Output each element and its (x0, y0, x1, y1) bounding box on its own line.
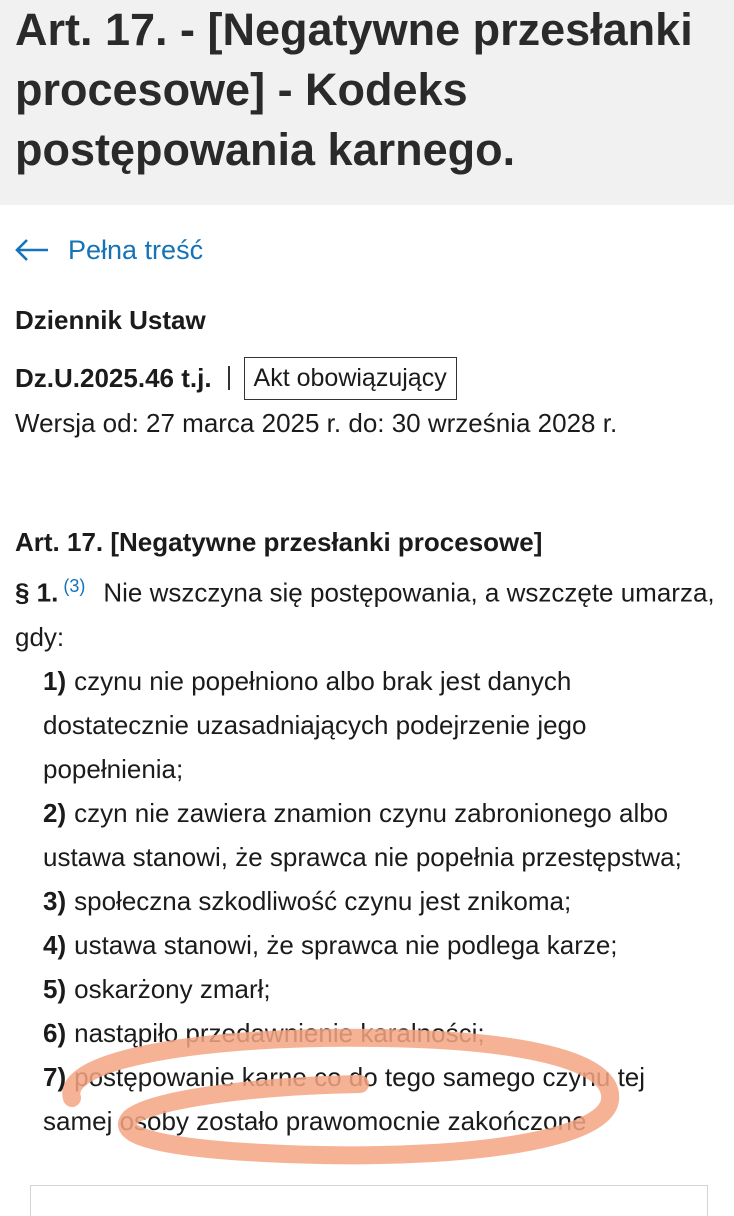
point-number: 1) (43, 665, 67, 696)
journal-name: Dziennik Ustaw (15, 305, 206, 335)
bottom-sheet-edge (30, 1185, 708, 1216)
version-dates: Wersja od: 27 marca 2025 r. do: 30 września 2028 r. (15, 408, 618, 438)
point-number: 5) (43, 973, 67, 1004)
separator (228, 366, 230, 390)
point-text: nastąpiło przedawnienie karalności; (74, 1017, 485, 1048)
point-number: 4) (43, 929, 67, 960)
article-content (15, 520, 720, 1143)
page-title: Art. 17. - [Negatywne przesłanki procesowe] - Kodeks postępowania karnego. (15, 4, 693, 175)
point-text: czynu nie popełniono albo brak jest danych dostatecznie uzasadniających podejrzenie jego popełnienia; (43, 665, 587, 784)
title-band (0, 0, 734, 205)
paragraph-1 (15, 564, 720, 659)
arrow-left-icon (14, 238, 50, 262)
list-item (43, 967, 720, 1011)
list-item (43, 659, 720, 791)
article-heading: Art. 17. [Negatywne przesłanki procesowe] (15, 527, 543, 557)
list-item (43, 1011, 720, 1055)
back-link-label: Pełna treść (68, 234, 204, 265)
list-item (43, 1055, 720, 1143)
points-list (15, 659, 720, 1143)
document-reference-row (15, 352, 457, 404)
footnote-link[interactable]: (3) (63, 576, 86, 596)
list-item (43, 923, 720, 967)
status-badge: Akt obowiązujący (244, 357, 457, 400)
point-text: oskarżony zmarł; (74, 973, 271, 1004)
point-number: 2) (43, 797, 67, 828)
paragraph-text: Nie wszczyna się postępowania, a wszczęte umarza, gdy: (15, 577, 715, 652)
back-to-full-text-link[interactable] (14, 230, 203, 270)
point-text: społeczna szkodliwość czynu jest znikoma; (74, 885, 572, 916)
point-text: ustawa stanowi, że sprawca nie podlega karze; (74, 929, 618, 960)
point-number: 6) (43, 1017, 67, 1048)
list-item (43, 791, 720, 879)
list-item (43, 879, 720, 923)
paragraph-sign: § 1. (15, 577, 59, 608)
point-text: postępowanie karne co do tego samego czynu tej samej osoby zostało prawomocnie zakończone (43, 1061, 646, 1136)
point-text: czyn nie zawiera znamion czynu zabronionego albo ustawa stanowi, że sprawca nie popełnia przestępstwa; (43, 797, 682, 872)
document-reference: Dz.U.2025.46 t.j. (15, 362, 212, 393)
point-number: 3) (43, 885, 67, 916)
point-number: 7) (43, 1061, 67, 1092)
